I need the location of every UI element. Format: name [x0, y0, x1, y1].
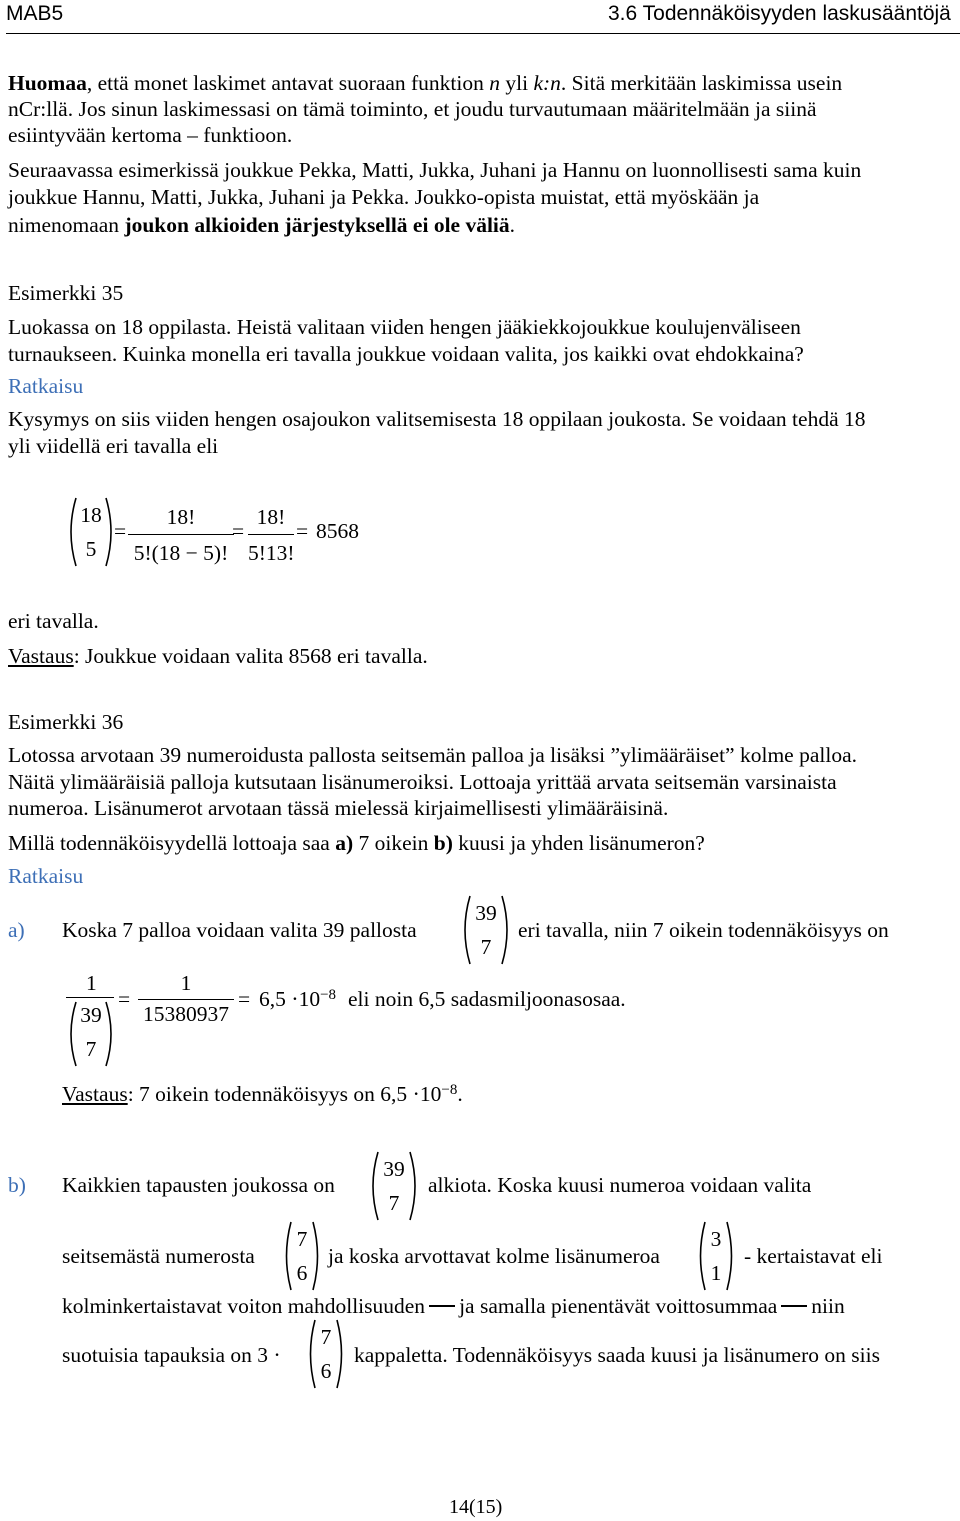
mantissa: 6,5 — [380, 1082, 408, 1106]
text: 7 oikein — [353, 831, 434, 855]
denominator: 15380937 — [143, 1002, 229, 1026]
part-b-line-2-start: seitsemästä numerosta — [62, 1244, 255, 1268]
denominator: 5!(18 − 5)! — [133, 541, 229, 565]
part-b-marker: b) — [433, 831, 453, 855]
text: yli — [500, 71, 534, 95]
binom-top: 39 — [475, 901, 497, 925]
intro-line-6 — [8, 212, 515, 238]
ex35-answer — [8, 643, 428, 669]
result-value: 8568 — [316, 519, 359, 543]
section-title: 3.6 Todennäköisyyden laskusääntöjä — [608, 2, 951, 25]
binom-39-7 — [460, 894, 512, 966]
binom-39-7-b — [368, 1150, 420, 1222]
answer-label: Vastaus — [8, 644, 74, 668]
text: suotuisia tapauksia on 3 — [62, 1343, 269, 1367]
exponent: −8 — [441, 1082, 458, 1098]
binom-bottom: 6 — [320, 1359, 332, 1383]
fraction-1 — [128, 502, 234, 568]
ex36-ratkaisu: Ratkaisu — [8, 864, 84, 888]
ex35-ratkaisu: Ratkaisu — [8, 374, 84, 398]
em-dash — [781, 1305, 807, 1307]
binom-top: 7 — [296, 1227, 308, 1251]
base-ten: 10 — [298, 987, 321, 1011]
base-ten: 10 — [419, 1082, 442, 1106]
numerator: 1 — [180, 971, 192, 995]
equals-sign: = — [296, 519, 309, 543]
part-a-text-1: Koska 7 palloa voidaan valita 39 pallosta — [62, 918, 417, 942]
binom-bottom: 1 — [710, 1261, 722, 1285]
binom-top: 39 — [80, 1003, 102, 1027]
huomaa-word: Huomaa — [8, 71, 87, 95]
multiplication-dot: · — [273, 1342, 281, 1367]
emphasis: joukon alkioiden järjestyksellä ei ole väliä — [124, 213, 510, 237]
part-b-label: b) — [8, 1173, 26, 1197]
binom-bottom: 7 — [480, 935, 492, 959]
part-b-line-3 — [62, 1293, 845, 1319]
intro-line-2: nCr:llä. Jos sinun laskimessasi on tämä toiminto, et joudu turvautumaan määritelmään ja siinä — [8, 97, 817, 121]
ex35-solution-3: eri tavalla. — [8, 609, 99, 633]
probability-value — [259, 986, 336, 1012]
multiplication-dot: · — [412, 1081, 420, 1106]
fraction-bar — [138, 999, 234, 1000]
text: , että monet laskimet antavat suoraan funktion — [86, 71, 490, 95]
answer-text: : 7 oikein todennäköisyys on — [127, 1082, 375, 1106]
ex36-question-3: numeroa. Lisänumerot arvotaan tässä mielessä kirjaimellisesti ylimääräisinä. — [8, 796, 669, 820]
binom-18-5 — [66, 496, 116, 568]
denominator: 5!13! — [248, 541, 295, 565]
text: kolminkertaistavat voiton mahdollisuuden — [62, 1294, 426, 1318]
answer-label: Vastaus — [62, 1082, 128, 1106]
part-b-line-1-end: alkiota. Koska kuusi numeroa voidaan valita — [428, 1173, 812, 1197]
numerator-one: 1 — [86, 971, 97, 995]
text: niin — [811, 1294, 845, 1318]
fraction-2 — [248, 502, 294, 568]
intro-line-5: joukkue Hannu, Matti, Jukka, Juhani ja Pekka. Joukko-opista muistat, että myöskään ja — [8, 185, 760, 209]
part-a-answer: Vastaus: 7 oikein todennäköisyys on $6,5 \cdot 10^{-8}$. — [62, 1081, 463, 1106]
intro-line-1 — [8, 70, 842, 96]
numerator: 18! — [256, 505, 286, 529]
part-a-label: a) — [8, 918, 25, 942]
example-35-title: Esimerkki 35 — [8, 281, 124, 305]
ex35-question-1: Luokassa on 18 oppilasta. Heistä valitaan viiden hengen jääkiekkojoukkue koulujenväliseen — [8, 315, 801, 339]
part-b-line-2-mid: ja koska arvottavat kolme lisänumeroa — [328, 1244, 660, 1268]
example-36-title: Esimerkki 36 — [8, 710, 124, 734]
binom-top: 3 — [710, 1227, 722, 1251]
intro-line-4: Seuraavassa esimerkissä joukkue Pekka, Matti, Jukka, Juhani ja Hannu on luonnollisesti sama kuin — [8, 158, 862, 182]
fraction-bar — [128, 534, 234, 535]
binom-top: 18 — [80, 503, 102, 527]
equals-sign: = — [118, 987, 131, 1011]
binom-bottom: 5 — [85, 537, 97, 561]
answer-text: : Joukkue voidaan valita 8568 eri tavalla. — [73, 644, 428, 668]
part-a-marker: a) — [335, 831, 354, 855]
em-dash — [429, 1305, 455, 1307]
exponent: −8 — [320, 987, 337, 1003]
part-b-line-2-end: - kertaistavat eli — [744, 1244, 883, 1268]
page-number: 14(15) — [449, 1496, 503, 1518]
equals-sign: = — [232, 519, 245, 543]
text: . — [509, 213, 516, 237]
course-code: MAB5 — [6, 2, 64, 25]
ex35-solution-2: yli viidellä eri tavalla eli — [8, 434, 219, 458]
binom-top: 39 — [383, 1157, 405, 1181]
math-kn: k:n — [533, 71, 561, 95]
part-b-line-4-start — [62, 1342, 281, 1368]
text: nimenomaan — [8, 213, 125, 237]
text: Millä todennäköisyydellä lottoaja saa — [8, 831, 336, 855]
binom-top: 7 — [320, 1325, 332, 1349]
ex35-solution-1: Kysymys on siis viiden hengen osajoukon valitsemisesta 18 oppilaan joukosta. Se voidaan tehdä 18 — [8, 407, 866, 431]
ex36-question-1: Lotossa arvotaan 39 numeroidusta pallosta seitsemän palloa ja lisäksi ”ylimääräiset” kolme palloa. — [8, 743, 857, 767]
equals-sign: = — [238, 987, 251, 1011]
numerator: 18! — [166, 505, 196, 529]
binom-7-6 — [282, 1220, 322, 1292]
text: kuusi ja yhden lisänumeron? — [452, 831, 705, 855]
part-a-text-2: eri tavalla, niin 7 oikein todennäköisyys on — [518, 918, 889, 942]
binom-bottom: 6 — [296, 1261, 308, 1285]
fraction-bar — [248, 534, 294, 535]
ex36-question-2: Näitä ylimääräisiä palloja kutsutaan lisänumeroiksi. Lottoaja yrittää arvata seitsemän varsinaista — [8, 770, 837, 794]
binom-7-6-b — [306, 1318, 346, 1390]
fraction-bar — [66, 997, 114, 998]
part-b-line-1-start: Kaikkien tapausten joukossa on — [62, 1173, 335, 1197]
math-n: n — [489, 71, 501, 95]
binom-bottom: 7 — [85, 1037, 97, 1061]
binom-bottom: 7 — [388, 1191, 400, 1215]
part-a-explanation: eli noin 6,5 sadasmiljoonasosaa. — [348, 987, 626, 1011]
fraction-one-over-count — [138, 968, 234, 1028]
ex35-question-2: turnaukseen. Kuinka monella eri tavalla joukkue voidaan valita, jos kaikki ovat ehdokkaina? — [8, 342, 804, 366]
intro-line-3: esiintyvään kertoma – funktioon. — [8, 123, 293, 147]
part-b-line-4-end: kappaletta. Todennäköisyys saada kuusi ja lisänumero on siis — [354, 1343, 880, 1367]
multiplication-dot: · — [291, 986, 299, 1011]
equals-sign: = — [114, 519, 127, 543]
header-rule — [6, 33, 960, 34]
binom-3-1 — [696, 1220, 736, 1292]
text: . Sitä merkitään laskimissa usein — [560, 71, 843, 95]
mantissa: 6,5 — [259, 987, 286, 1011]
ex36-question-4 — [8, 830, 705, 856]
binom-39-7-denominator — [66, 1000, 116, 1068]
text: ja samalla pienentävät voittosummaa — [459, 1294, 778, 1318]
